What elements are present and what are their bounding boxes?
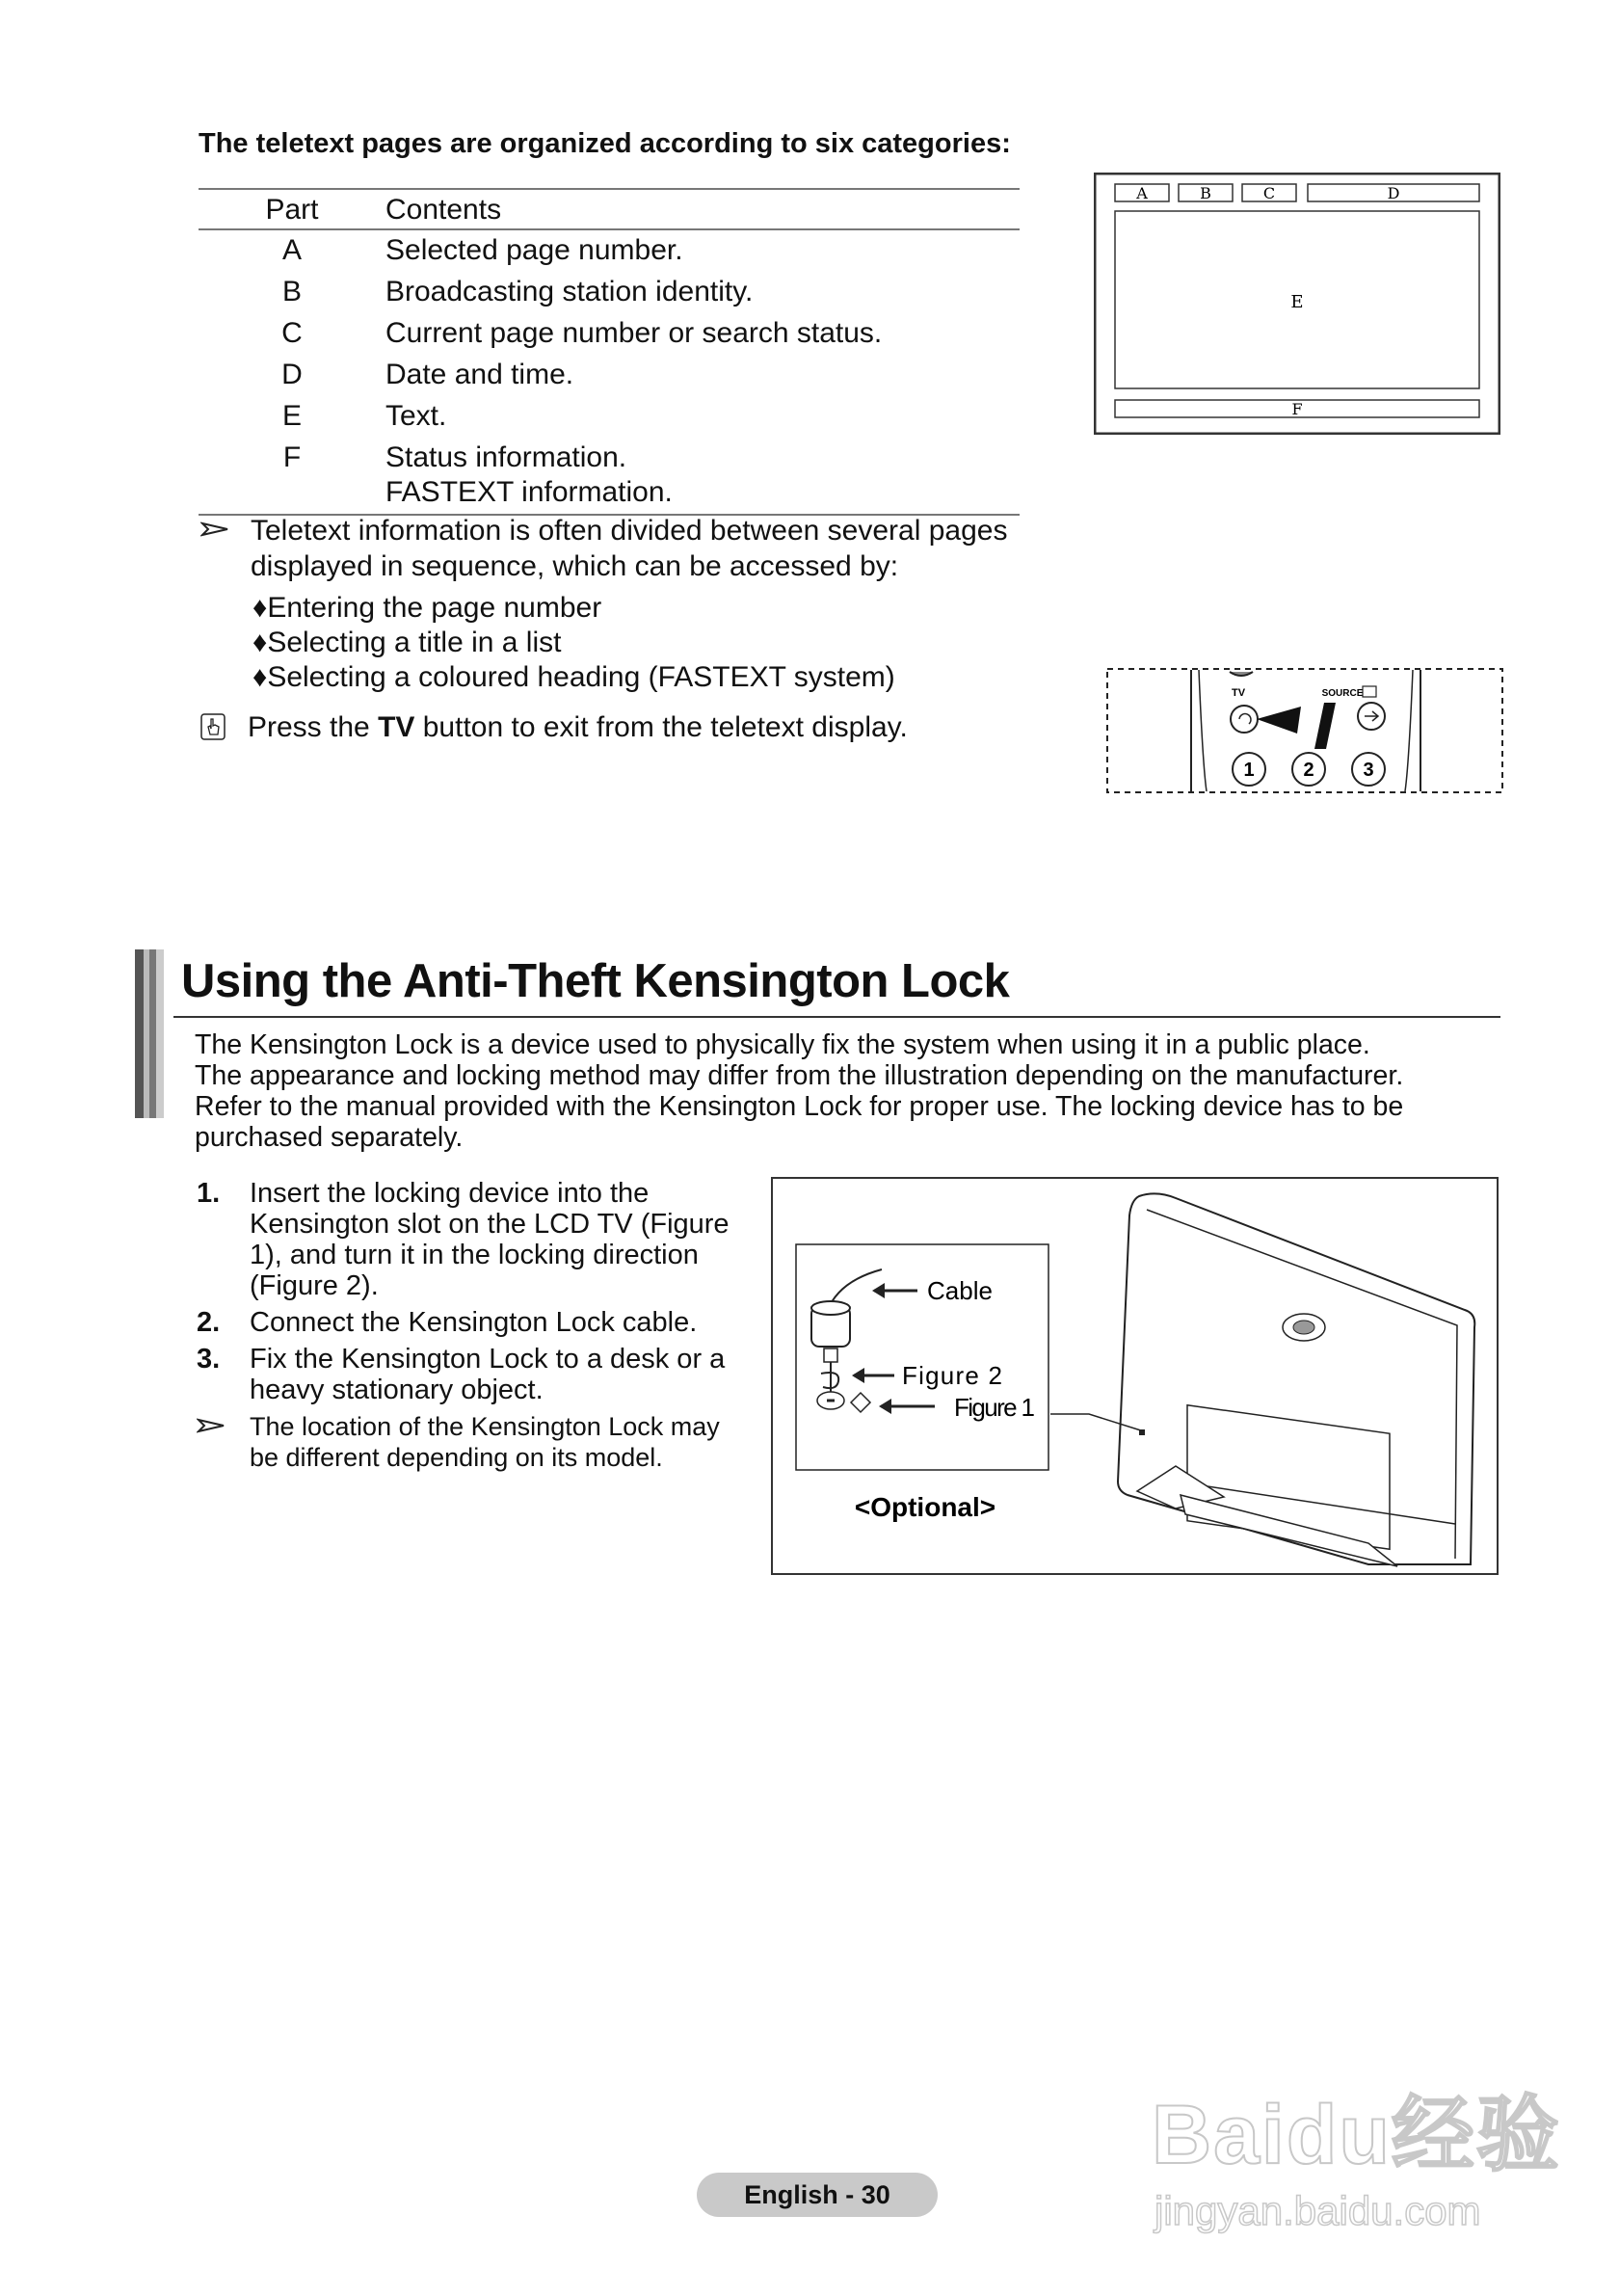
teletext-parts-table bbox=[199, 188, 1020, 516]
teletext-intro: The teletext pages are organized according to six categories: bbox=[199, 128, 1011, 159]
kensington-steps bbox=[197, 1178, 756, 1479]
remote-control-diagram bbox=[1106, 668, 1503, 793]
tv-button-icon bbox=[1231, 706, 1258, 733]
contents-cell: Date and time. bbox=[385, 359, 574, 390]
step-number: 2. bbox=[197, 1307, 221, 1338]
screen-label-d: D bbox=[1387, 184, 1400, 202]
kensington-lock-diagram bbox=[771, 1177, 1500, 1576]
table-row bbox=[199, 272, 1020, 313]
figure1-label: Figure 1 bbox=[954, 1393, 1035, 1422]
contents-cell: Selected page number. bbox=[385, 234, 683, 266]
watermark: Baidu经验 bbox=[1152, 2089, 1561, 2181]
remote-tv-label: TV bbox=[1231, 687, 1246, 699]
note-arrow-icon bbox=[197, 1417, 227, 1434]
list-item: ♦ Selecting a coloured heading (FASTEXT system) bbox=[252, 660, 895, 695]
step-line: Kensington slot on the LCD TV (Figure bbox=[250, 1209, 730, 1240]
list-item: ♦ Selecting a title in a list bbox=[252, 626, 895, 660]
contents-line: Status information. bbox=[385, 441, 627, 473]
teletext-screen-diagram bbox=[1094, 173, 1500, 435]
screen-label-f: F bbox=[1291, 400, 1303, 418]
contents-cell: Text. bbox=[385, 400, 447, 432]
section-title-bar bbox=[135, 949, 164, 1118]
list-item bbox=[197, 1307, 756, 1338]
section-title: Using the Anti-Theft Kensington Lock bbox=[181, 955, 1010, 1007]
page-number: English - 30 bbox=[697, 2173, 938, 2217]
para-line: purchased separately. bbox=[195, 1122, 464, 1153]
note-line: The location of the Kensington Lock may bbox=[250, 1412, 720, 1441]
table-row bbox=[199, 313, 1020, 355]
part-cell: E bbox=[281, 400, 302, 432]
list-item bbox=[197, 1178, 756, 1301]
press-text: Press the bbox=[248, 711, 379, 743]
press-tv-note bbox=[248, 709, 908, 745]
tv-button-name: TV bbox=[378, 711, 415, 743]
table-row bbox=[199, 438, 1020, 515]
note-line: Teletext information is often divided between several pages bbox=[251, 515, 1008, 547]
watermark-url: jingyan.baidu.com bbox=[1155, 2188, 1481, 2233]
contents-cell bbox=[385, 438, 1020, 515]
para-line: Refer to the manual provided with the Kensington Lock for proper use. The locking device has to be bbox=[195, 1091, 1404, 1122]
kensington-note bbox=[197, 1411, 756, 1473]
press-text: button to exit from the teletext display. bbox=[414, 711, 908, 743]
hand-pointer-icon bbox=[200, 713, 226, 740]
table-row bbox=[199, 229, 1020, 272]
step-line: (Figure 2). bbox=[250, 1270, 379, 1301]
list-item: ♦ Entering the page number bbox=[252, 591, 895, 626]
remote-source-label: SOURCE bbox=[1321, 688, 1364, 699]
note-line: displayed in sequence, which can be accessed by: bbox=[251, 550, 899, 582]
cable-label: Cable bbox=[927, 1276, 993, 1305]
para-line: The Kensington Lock is a device used to physically fix the system when using it in a public place. bbox=[195, 1029, 1370, 1060]
part-cell: A bbox=[281, 234, 302, 266]
part-cell: C bbox=[281, 317, 303, 349]
col-contents-header: Contents bbox=[385, 189, 1020, 229]
screen-label-b: B bbox=[1200, 184, 1211, 202]
step-line: heavy stationary object. bbox=[250, 1375, 544, 1405]
remote-button-2: 2 bbox=[1303, 760, 1314, 781]
step-number: 3. bbox=[197, 1344, 221, 1375]
screen-label-e: E bbox=[1290, 292, 1304, 312]
part-cell: D bbox=[281, 359, 303, 390]
teletext-note bbox=[251, 513, 1007, 584]
screen-label-a: A bbox=[1136, 184, 1148, 202]
step-line: Fix the Kensington Lock to a desk or a bbox=[250, 1344, 726, 1375]
contents-line: FASTEXT information. bbox=[385, 476, 673, 508]
note-arrow-icon bbox=[200, 521, 231, 538]
part-cell: F bbox=[199, 438, 385, 515]
note-line: be different depending on its model. bbox=[250, 1443, 663, 1472]
access-method-list bbox=[252, 591, 895, 695]
para-line: The appearance and locking method may differ from the illustration depending on the manufacturer. bbox=[195, 1060, 1404, 1091]
part-cell: B bbox=[281, 276, 302, 307]
step-line: Connect the Kensington Lock cable. bbox=[250, 1307, 698, 1338]
step-line: 1), and turn it in the locking direction bbox=[250, 1240, 699, 1270]
contents-cell: Current page number or search status. bbox=[385, 317, 883, 349]
figure2-label: Figure 2 bbox=[902, 1361, 1002, 1390]
screen-label-c: C bbox=[1262, 184, 1276, 202]
step-line: Insert the locking device into the bbox=[250, 1178, 650, 1209]
remote-button-3: 3 bbox=[1363, 760, 1374, 781]
kensington-description bbox=[195, 1029, 1505, 1153]
optional-label: <Optional> bbox=[854, 1492, 996, 1522]
list-item bbox=[197, 1344, 756, 1405]
title-underline bbox=[173, 1016, 1500, 1018]
table-row bbox=[199, 355, 1020, 396]
table-header bbox=[199, 189, 1020, 229]
table-row bbox=[199, 396, 1020, 438]
remote-button-1: 1 bbox=[1243, 760, 1255, 781]
contents-cell: Broadcasting station identity. bbox=[385, 276, 754, 307]
col-part-header: Part bbox=[199, 189, 385, 229]
step-number: 1. bbox=[197, 1178, 221, 1209]
